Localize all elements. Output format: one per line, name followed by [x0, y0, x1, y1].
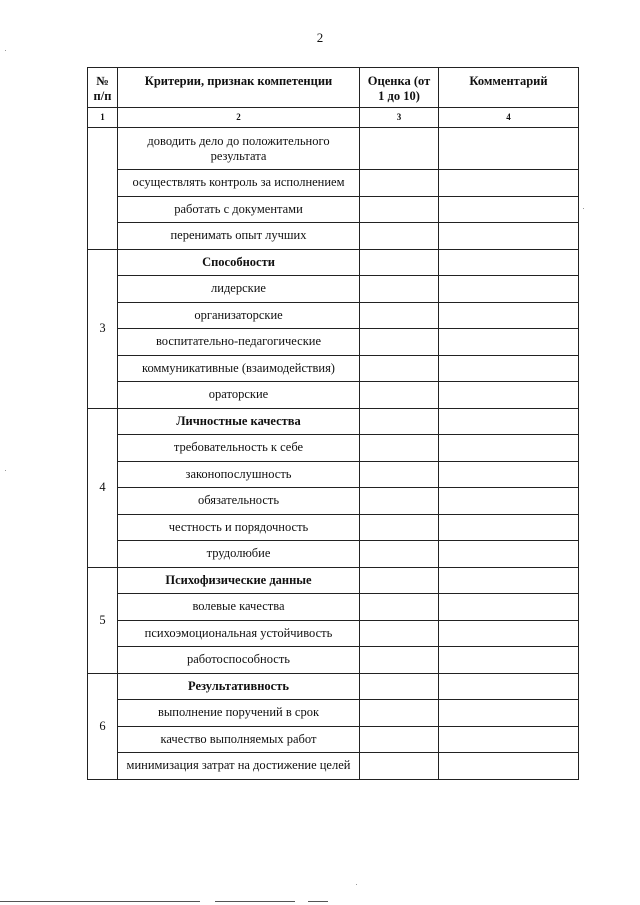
header-score: Оценка (от 1 до 10) — [360, 68, 439, 108]
comment-cell[interactable] — [439, 488, 579, 515]
group-title-row — [88, 408, 579, 435]
criterion-cell: осуществлять контроль за исполнением — [118, 170, 360, 197]
table-row — [88, 726, 579, 753]
comment-cell[interactable] — [439, 435, 579, 462]
header-row — [88, 68, 579, 108]
comment-cell[interactable] — [439, 647, 579, 674]
criterion-cell: лидерские — [118, 276, 360, 303]
criterion-cell: организаторские — [118, 302, 360, 329]
comment-cell[interactable] — [439, 461, 579, 488]
group-number: 4 — [88, 408, 118, 567]
competency-criteria-table — [87, 67, 579, 780]
criterion-cell: доводить дело до положительного результата — [118, 128, 360, 170]
score-cell[interactable] — [360, 726, 439, 753]
table-row — [88, 329, 579, 356]
score-cell[interactable] — [360, 700, 439, 727]
table-row — [88, 276, 579, 303]
group-title-row — [88, 673, 579, 700]
table-row — [88, 620, 579, 647]
scan-speck — [5, 470, 6, 471]
table-row — [88, 382, 579, 409]
group-title-row — [88, 249, 579, 276]
criterion-cell: воспитательно-педагогические — [118, 329, 360, 356]
column-number: 2 — [118, 108, 360, 128]
score-cell[interactable] — [360, 673, 439, 700]
comment-cell[interactable] — [439, 753, 579, 780]
column-number-row — [88, 108, 579, 128]
group-title: Личностные качества — [118, 408, 360, 435]
table-row — [88, 355, 579, 382]
comment-cell[interactable] — [439, 276, 579, 303]
criterion-cell: выполнение поручений в срок — [118, 700, 360, 727]
table-row — [88, 541, 579, 568]
comment-cell[interactable] — [439, 567, 579, 594]
group-number-cell — [88, 128, 118, 250]
criterion-cell: минимизация затрат на достижение целей — [118, 753, 360, 780]
comment-cell[interactable] — [439, 249, 579, 276]
comment-cell[interactable] — [439, 128, 579, 170]
table-row — [88, 302, 579, 329]
scan-speck — [356, 884, 357, 885]
criterion-cell: обязательность — [118, 488, 360, 515]
table-row — [88, 488, 579, 515]
table-row — [88, 514, 579, 541]
table-row — [88, 435, 579, 462]
table-row — [88, 128, 579, 170]
criterion-cell: волевые качества — [118, 594, 360, 621]
column-number: 1 — [88, 108, 118, 128]
comment-cell[interactable] — [439, 223, 579, 250]
table-row — [88, 461, 579, 488]
criterion-cell: работать с документами — [118, 196, 360, 223]
criterion-cell: трудолюбие — [118, 541, 360, 568]
comment-cell[interactable] — [439, 196, 579, 223]
table-row — [88, 170, 579, 197]
table-row — [88, 196, 579, 223]
table-row — [88, 594, 579, 621]
group-number: 3 — [88, 249, 118, 408]
comment-cell[interactable] — [439, 514, 579, 541]
table-row — [88, 700, 579, 727]
score-cell[interactable] — [360, 128, 439, 170]
column-number: 4 — [439, 108, 579, 128]
score-cell[interactable] — [360, 355, 439, 382]
score-cell[interactable] — [360, 302, 439, 329]
comment-cell[interactable] — [439, 355, 579, 382]
score-cell[interactable] — [360, 594, 439, 621]
comment-cell[interactable] — [439, 620, 579, 647]
score-cell[interactable] — [360, 382, 439, 409]
score-cell[interactable] — [360, 514, 439, 541]
comment-cell[interactable] — [439, 673, 579, 700]
score-cell[interactable] — [360, 276, 439, 303]
criterion-cell: перенимать опыт лучших — [118, 223, 360, 250]
score-cell[interactable] — [360, 196, 439, 223]
comment-cell[interactable] — [439, 408, 579, 435]
group-number: 6 — [88, 673, 118, 779]
scan-speck — [5, 50, 6, 51]
table-row — [88, 647, 579, 674]
criterion-cell: работоспособность — [118, 647, 360, 674]
group-title-row — [88, 567, 579, 594]
criterion-cell: психоэмоциональная устойчивость — [118, 620, 360, 647]
criterion-cell: качество выполняемых работ — [118, 726, 360, 753]
score-cell[interactable] — [360, 223, 439, 250]
score-cell[interactable] — [360, 329, 439, 356]
criterion-cell: законопослушность — [118, 461, 360, 488]
score-cell[interactable] — [360, 620, 439, 647]
footer-rule-middle — [215, 901, 295, 902]
comment-cell[interactable] — [439, 329, 579, 356]
score-cell[interactable] — [360, 488, 439, 515]
group-title: Способности — [118, 249, 360, 276]
score-cell[interactable] — [360, 567, 439, 594]
column-number: 3 — [360, 108, 439, 128]
footer-rule-right — [308, 901, 328, 902]
group-title: Психофизические данные — [118, 567, 360, 594]
criterion-cell: честность и порядочность — [118, 514, 360, 541]
score-cell[interactable] — [360, 249, 439, 276]
criterion-cell: требовательность к себе — [118, 435, 360, 462]
score-cell[interactable] — [360, 435, 439, 462]
footer-rule-left — [0, 901, 200, 902]
group-number: 5 — [88, 567, 118, 673]
comment-cell[interactable] — [439, 700, 579, 727]
comment-cell[interactable] — [439, 302, 579, 329]
header-criteria: Критерии, признак компетенции — [118, 68, 360, 108]
score-cell[interactable] — [360, 408, 439, 435]
group-title: Результативность — [118, 673, 360, 700]
score-cell[interactable] — [360, 541, 439, 568]
table-row — [88, 753, 579, 780]
header-comment: Комментарий — [439, 68, 579, 108]
comment-cell[interactable] — [439, 541, 579, 568]
score-cell[interactable] — [360, 461, 439, 488]
comment-cell[interactable] — [439, 594, 579, 621]
comment-cell[interactable] — [439, 726, 579, 753]
page-number: 2 — [316, 30, 324, 45]
comment-cell[interactable] — [439, 170, 579, 197]
score-cell[interactable] — [360, 753, 439, 780]
score-cell[interactable] — [360, 647, 439, 674]
criterion-cell: коммуникативные (взаимодействия) — [118, 355, 360, 382]
score-cell[interactable] — [360, 170, 439, 197]
header-num: № п/п — [88, 68, 118, 108]
comment-cell[interactable] — [439, 382, 579, 409]
criterion-cell: ораторские — [118, 382, 360, 409]
table-row — [88, 223, 579, 250]
scan-speck — [583, 208, 584, 209]
